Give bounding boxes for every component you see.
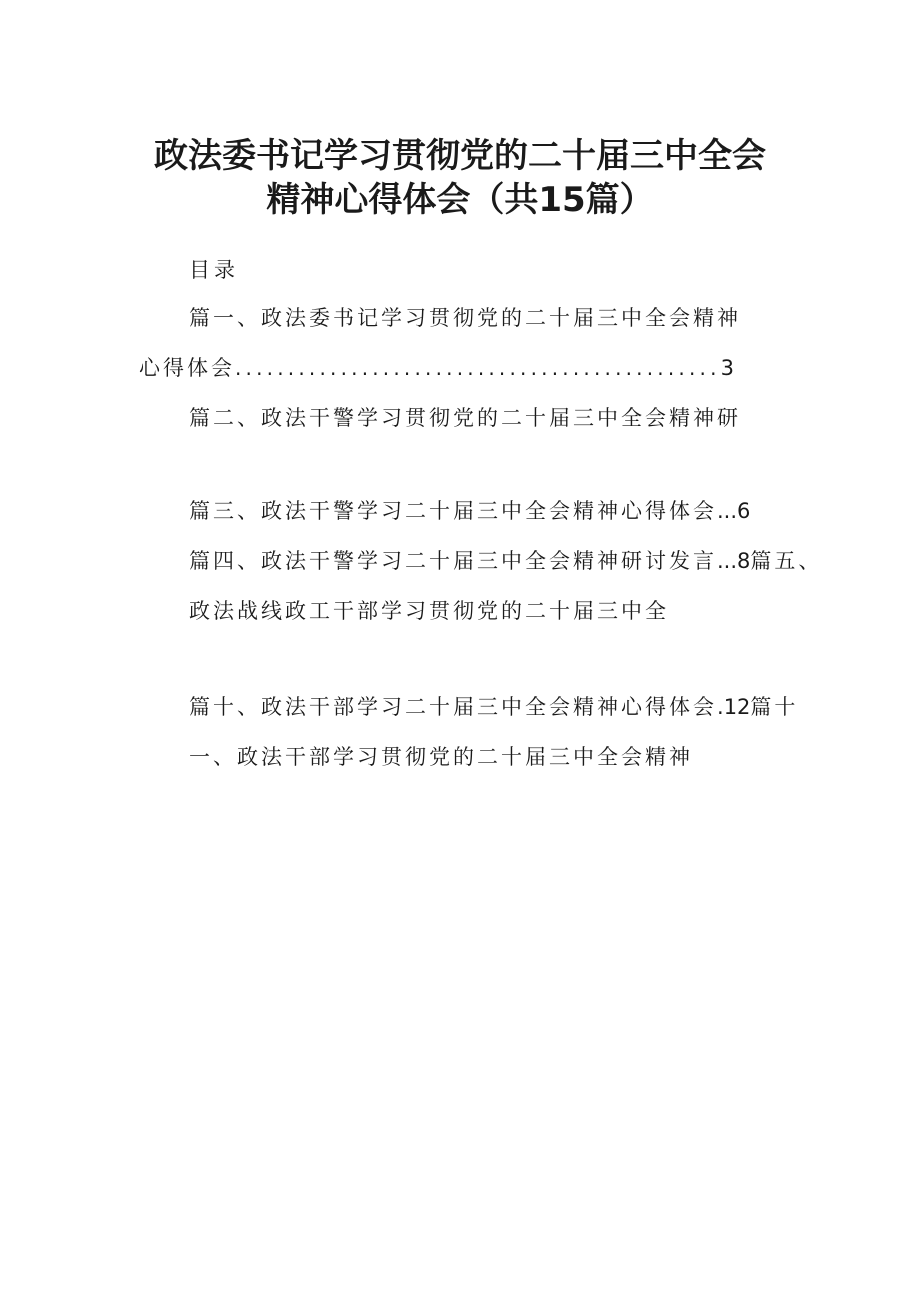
toc-entry-continuation: 篇五、 bbox=[750, 549, 823, 573]
toc-entry-text: 篇十、政法干部学习二十届三中全会精神心得体会 bbox=[189, 695, 717, 719]
toc-page-number: 12 bbox=[723, 695, 751, 719]
toc-entry-11[interactable] bbox=[189, 742, 693, 772]
toc-entry-1-line-1[interactable] bbox=[189, 303, 741, 333]
toc-entry-2[interactable] bbox=[189, 403, 741, 433]
toc-leader-dots: ... bbox=[717, 549, 738, 573]
toc-entry-text: 一、政法干部学习贯彻党的二十届三中全会精神 bbox=[189, 745, 693, 769]
toc-entry-10[interactable] bbox=[189, 692, 798, 722]
document-title-line-1: 政法委书记学习贯彻党的二十届三中全会 bbox=[154, 136, 766, 176]
toc-page-number: 8 bbox=[737, 549, 751, 573]
toc-page-number: 3 bbox=[720, 356, 735, 380]
toc-entry-3[interactable] bbox=[189, 496, 750, 526]
toc-entry-text: 政法战线政工干部学习贯彻党的二十届三中全 bbox=[189, 599, 669, 623]
toc-entry-5[interactable] bbox=[189, 596, 669, 626]
toc-entry-4[interactable] bbox=[189, 546, 822, 576]
toc-entry-text: 心得体会 bbox=[139, 356, 235, 380]
toc-entry-text: 篇一、政法委书记学习贯彻党的二十届三中全会精神 bbox=[189, 306, 741, 330]
toc-heading: 目录 bbox=[189, 258, 239, 282]
toc-leader-dots: ... bbox=[717, 499, 738, 523]
toc-entry-continuation: 篇十 bbox=[750, 695, 799, 719]
toc-entry-text: 篇三、政法干警学习二十届三中全会精神心得体会 bbox=[189, 499, 717, 523]
toc-entry-1-line-2[interactable] bbox=[139, 353, 734, 383]
toc-entry-text: 篇二、政法干警学习贯彻党的二十届三中全会精神研 bbox=[189, 406, 741, 430]
toc-leader-dots: .............................................. bbox=[235, 356, 721, 380]
document-title-line-2: 精神心得体会（共15篇） bbox=[266, 180, 654, 220]
toc-leader-dots: . bbox=[717, 695, 724, 719]
toc-entry-text: 篇四、政法干警学习二十届三中全会精神研讨发言 bbox=[189, 549, 717, 573]
toc-page-number: 6 bbox=[737, 499, 751, 523]
